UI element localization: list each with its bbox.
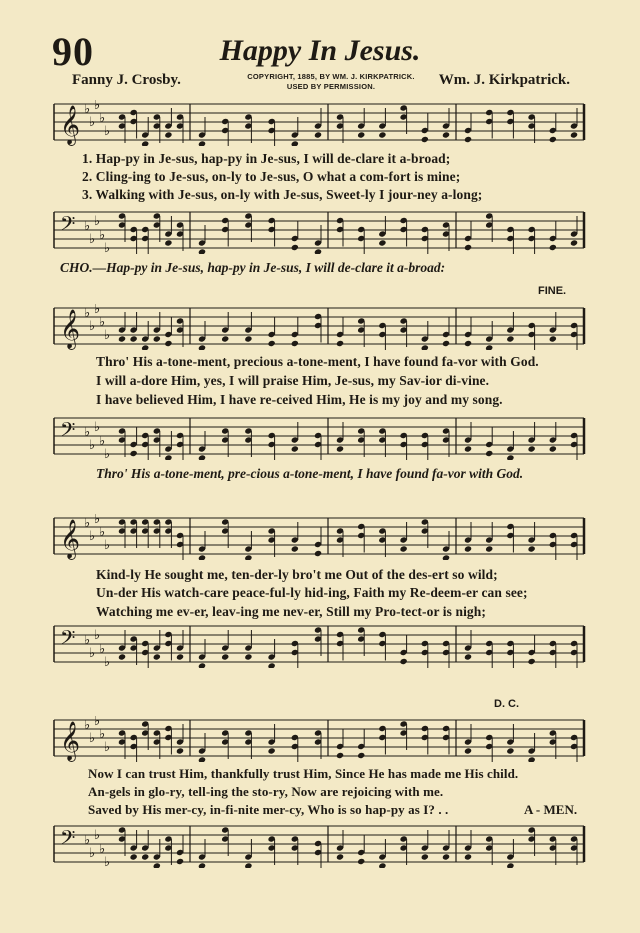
note-head bbox=[464, 747, 472, 754]
flat-sign: ♭ bbox=[84, 833, 91, 848]
flat-sign: ♭ bbox=[89, 646, 96, 661]
note-head bbox=[198, 454, 206, 460]
note-head bbox=[400, 545, 408, 552]
verse-3-line: Watching me ev-er, leav-ing me nev-er, Still my Pro-tect-or is nigh; bbox=[96, 604, 486, 619]
note-head bbox=[421, 853, 429, 860]
flat-sign: ♭ bbox=[94, 100, 101, 113]
fine-mark: FINE. bbox=[538, 285, 567, 297]
note-head bbox=[221, 653, 229, 660]
note-head bbox=[291, 545, 299, 552]
note-head bbox=[506, 862, 514, 868]
flat-sign: ♭ bbox=[84, 102, 91, 117]
verse-1-line: 1. Hap-py in Je-sus, hap-py in Je-sus, I will de-clare it a-broad; bbox=[82, 151, 451, 166]
flat-sign: ♭ bbox=[99, 111, 106, 126]
flat-sign: ♭ bbox=[94, 514, 101, 527]
note-head bbox=[164, 454, 172, 460]
note-head bbox=[528, 545, 536, 552]
flat-sign: ♭ bbox=[84, 306, 91, 321]
treble-staff bbox=[52, 716, 586, 762]
bass-staff bbox=[52, 822, 586, 868]
note-head bbox=[549, 335, 557, 342]
flat-sign: ♭ bbox=[104, 740, 111, 755]
note-head bbox=[506, 335, 514, 342]
note-head bbox=[176, 653, 184, 660]
author-credit: Fanny J. Crosby. bbox=[72, 72, 181, 88]
note-head bbox=[336, 340, 344, 347]
note-head bbox=[141, 853, 149, 860]
note-head bbox=[528, 445, 536, 452]
flat-sign: ♭ bbox=[89, 846, 96, 861]
note-head bbox=[164, 239, 172, 246]
note-head bbox=[153, 862, 161, 868]
note-head bbox=[357, 752, 365, 759]
verse-2-line: I will a-dore Him, yes, I will praise Him, Je-sus, my Sav-ior di-vine. bbox=[96, 373, 490, 388]
note-head bbox=[442, 554, 450, 560]
flat-sign: ♭ bbox=[89, 319, 96, 334]
verse-2-line: An-gels in glo-ry, tell-ing the sto-ry, Now are rejoicing with me. bbox=[88, 784, 444, 799]
bass-staff bbox=[52, 414, 586, 460]
note-head bbox=[506, 454, 514, 460]
note-head bbox=[198, 662, 206, 668]
flat-sign: ♭ bbox=[84, 718, 91, 733]
note-head bbox=[549, 445, 557, 452]
note-head bbox=[442, 853, 450, 860]
note-head bbox=[268, 340, 276, 347]
note-head bbox=[528, 756, 536, 762]
bass-clef: 𝄢 bbox=[60, 418, 76, 446]
flat-sign: ♭ bbox=[99, 315, 106, 330]
permission-line: USED BY PERMISSION. bbox=[286, 82, 376, 91]
note-head bbox=[506, 747, 514, 754]
note-head bbox=[464, 244, 472, 251]
flat-sign: ♭ bbox=[89, 115, 96, 130]
verse-1-line: Thro' His a-tone-ment, precious a-tone-ment, I have found fa-vor with God. bbox=[96, 354, 539, 369]
flat-sign: ♭ bbox=[94, 628, 101, 643]
bass-staff bbox=[52, 208, 586, 254]
verse-1-line: Now I can trust Him, thankfully trust Him, Since He has made me His child. bbox=[88, 766, 519, 781]
note-head bbox=[130, 450, 138, 457]
treble-clef: 𝄞 bbox=[60, 721, 81, 761]
note-head bbox=[357, 858, 365, 865]
note-head bbox=[268, 662, 276, 668]
bass-staff bbox=[52, 622, 586, 668]
hymn-number: 90 bbox=[52, 29, 94, 74]
note-head bbox=[549, 136, 557, 143]
verse-3-line: I have believed Him, I have re-ceived Him, He is my joy and my song. bbox=[96, 392, 503, 407]
note-head bbox=[464, 136, 472, 143]
note-head bbox=[198, 862, 206, 868]
note-head bbox=[153, 335, 161, 342]
chorus-line: Thro' His a-tone-ment, pre-cious a-tone-ment, I have found fa-vor with God. bbox=[96, 466, 524, 481]
note-head bbox=[291, 244, 299, 251]
note-head bbox=[464, 340, 472, 347]
verse-1-line: Kind-ly He sought me, ten-der-ly bro't me Out of the des-ert so wild; bbox=[96, 567, 498, 582]
note-head bbox=[198, 554, 206, 560]
note-head bbox=[485, 450, 493, 457]
flat-sign: ♭ bbox=[99, 525, 106, 540]
flat-sign: ♭ bbox=[99, 434, 106, 449]
note-head bbox=[464, 545, 472, 552]
copyright-line: COPYRIGHT, 1885, BY WM. J. KIRKPATRICK. bbox=[247, 72, 415, 81]
flat-sign: ♭ bbox=[84, 219, 91, 234]
flat-sign: ♭ bbox=[104, 655, 111, 668]
note-head bbox=[198, 756, 206, 762]
flat-sign: ♭ bbox=[104, 241, 111, 254]
verse-3-line: Saved by His mer-cy, in-fi-nite mer-cy, Who is so hap-py as I? . . bbox=[88, 802, 449, 817]
note-head bbox=[164, 340, 172, 347]
flat-sign: ♭ bbox=[104, 855, 111, 868]
note-head bbox=[336, 853, 344, 860]
note-head bbox=[221, 335, 229, 342]
flat-sign: ♭ bbox=[89, 731, 96, 746]
note-head bbox=[198, 248, 206, 254]
note-head bbox=[164, 131, 172, 138]
note-head bbox=[464, 445, 472, 452]
note-head bbox=[400, 658, 408, 665]
note-head bbox=[485, 545, 493, 552]
note-head bbox=[141, 140, 149, 146]
note-head bbox=[141, 344, 149, 350]
note-head bbox=[464, 853, 472, 860]
note-head bbox=[442, 340, 450, 347]
flat-sign: ♭ bbox=[99, 842, 106, 857]
note-head bbox=[378, 862, 386, 868]
note-head bbox=[570, 239, 578, 246]
flat-sign: ♭ bbox=[94, 420, 101, 435]
note-head bbox=[570, 131, 578, 138]
hymn-title: Happy In Jesus. bbox=[219, 34, 421, 67]
flat-sign: ♭ bbox=[99, 228, 106, 243]
chorus-line: CHO.—Hap-py in Je-sus, hap-py in Je-sus, I will de-clare it a-broad: bbox=[60, 260, 446, 275]
note-head bbox=[153, 653, 161, 660]
note-head bbox=[244, 862, 252, 868]
note-head bbox=[336, 752, 344, 759]
note-head bbox=[118, 335, 126, 342]
note-head bbox=[464, 653, 472, 660]
bass-clef: 𝄢 bbox=[60, 826, 76, 854]
verse-2-line: Un-der His watch-care peace-ful-ly hid-ing, Faith my Re-deem-er can see; bbox=[96, 585, 528, 600]
dc-mark: D. C. bbox=[494, 698, 520, 710]
note-head bbox=[291, 140, 299, 146]
note-head bbox=[421, 344, 429, 350]
note-head bbox=[291, 445, 299, 452]
flat-sign: ♭ bbox=[89, 438, 96, 453]
note-head bbox=[244, 554, 252, 560]
note-head bbox=[378, 131, 386, 138]
note-head bbox=[244, 653, 252, 660]
note-head bbox=[357, 131, 365, 138]
flat-sign: ♭ bbox=[84, 633, 91, 648]
flat-sign: ♭ bbox=[94, 214, 101, 229]
note-head bbox=[485, 344, 493, 350]
note-head bbox=[314, 248, 322, 254]
treble-staff bbox=[52, 514, 586, 560]
note-head bbox=[130, 335, 138, 342]
flat-sign: ♭ bbox=[104, 124, 111, 139]
note-head bbox=[176, 747, 184, 754]
bass-clef: 𝄢 bbox=[60, 626, 76, 654]
flat-sign: ♭ bbox=[104, 538, 111, 553]
note-head bbox=[528, 658, 536, 665]
note-head bbox=[118, 653, 126, 660]
note-head bbox=[442, 131, 450, 138]
note-head bbox=[176, 858, 184, 865]
treble-clef: 𝄞 bbox=[60, 309, 81, 349]
verse-3-line: 3. Walking with Je-sus, on-ly with Je-sus, Sweet-ly I jour-ney a-long; bbox=[82, 187, 483, 202]
note-head bbox=[198, 344, 206, 350]
note-head bbox=[336, 445, 344, 452]
composer-credit: Wm. J. Kirkpatrick. bbox=[438, 72, 570, 88]
note-head bbox=[198, 140, 206, 146]
note-head bbox=[244, 335, 252, 342]
flat-sign: ♭ bbox=[89, 232, 96, 247]
flat-sign: ♭ bbox=[94, 828, 101, 843]
note-head bbox=[421, 136, 429, 143]
note-head bbox=[549, 244, 557, 251]
note-head bbox=[378, 239, 386, 246]
flat-sign: ♭ bbox=[94, 304, 101, 317]
flat-sign: ♭ bbox=[99, 642, 106, 657]
flat-sign: ♭ bbox=[104, 447, 111, 460]
bass-clef: 𝄢 bbox=[60, 212, 76, 240]
flat-sign: ♭ bbox=[84, 425, 91, 440]
note-head bbox=[314, 550, 322, 557]
treble-clef: 𝄞 bbox=[60, 105, 81, 145]
treble-staff bbox=[52, 304, 586, 350]
amen-label: A - MEN. bbox=[524, 802, 578, 817]
note-head bbox=[268, 747, 276, 754]
copyright-notice bbox=[226, 72, 436, 92]
flat-sign: ♭ bbox=[104, 328, 111, 343]
treble-clef: 𝄞 bbox=[60, 519, 81, 559]
flat-sign: ♭ bbox=[99, 727, 106, 742]
verse-2-line: 2. Cling-ing to Je-sus, on-ly to Je-sus, O what a com-fort is mine; bbox=[82, 169, 461, 184]
flat-sign: ♭ bbox=[94, 716, 101, 729]
flat-sign: ♭ bbox=[84, 516, 91, 531]
note-head bbox=[130, 853, 138, 860]
treble-staff bbox=[52, 100, 586, 146]
note-head bbox=[314, 131, 322, 138]
flat-sign: ♭ bbox=[89, 529, 96, 544]
note-head bbox=[291, 340, 299, 347]
